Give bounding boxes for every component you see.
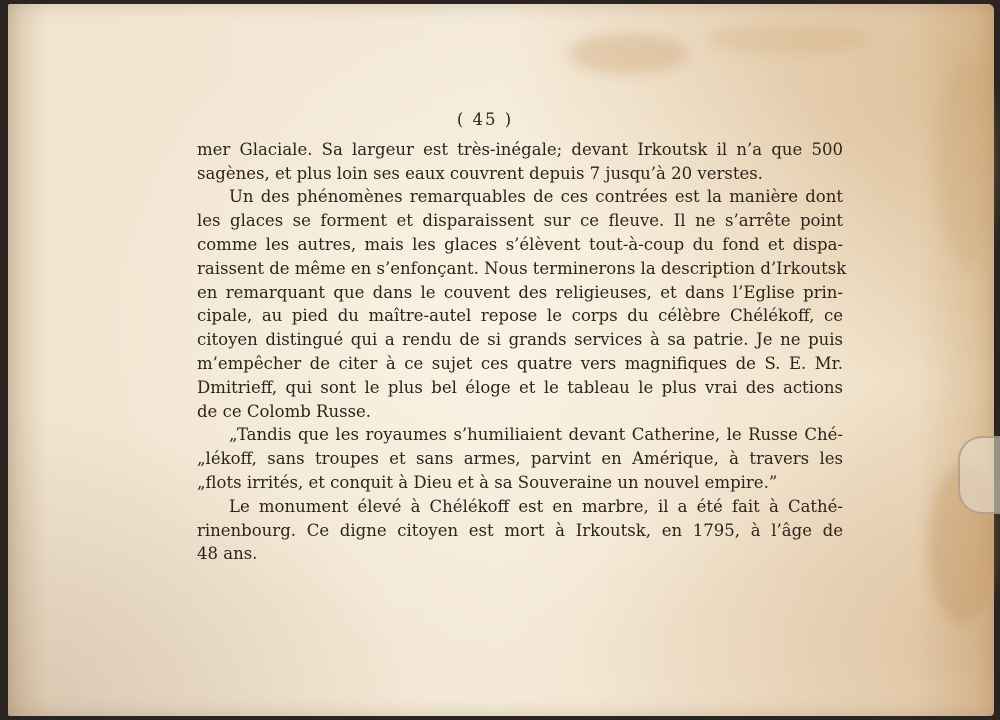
text-line: Un des phénomènes remarquables de ces contrées est la manière dont [229, 187, 843, 207]
book-page [8, 4, 994, 716]
quote-line: „Tandis que les royaumes s’humiliaient devant Catherine, le Russe Ché- [229, 425, 843, 445]
text-line: les glaces se forment et disparaissent sur ce fleuve. Il ne s’arrête point [197, 211, 843, 231]
text-line: de ce Colomb Russe. [197, 401, 372, 421]
text-line: 48 ans. [197, 544, 258, 564]
binding-clip [958, 436, 1000, 514]
water-stain [568, 34, 688, 74]
text-line: citoyen distingué qui a rendu de si grands services à sa patrie. Je ne puis [197, 330, 843, 350]
quote-line: „lékoff, sans troupes et sans armes, parvint en Amérique, à travers les [197, 449, 843, 469]
text-line: Dmitrieff, qui sont le plus bel éloge et le tableau le plus vrai des actions [197, 377, 843, 397]
text-line: m’empêcher de citer à ce sujet ces quatre vers magnifiques de S. E. Mr. [197, 353, 843, 373]
text-line: sagènes, et plus loin ses eaux couvrent depuis 7 jusqu’à 20 verstes. [197, 163, 763, 183]
text-line: raissent de même en s’enfonçant. Nous terminerons la description d’Irkoutsk [197, 258, 847, 278]
edge-stain [938, 64, 998, 264]
text-line: rinenbourg. Ce digne citoyen est mort à Irkoutsk, en 1795, à l’âge de [197, 520, 843, 540]
text-line: cipale, au pied du maître-autel repose le corps du célèbre Chélékoff, ce [197, 306, 843, 326]
page-number: ( 45 ) [456, 110, 514, 129]
page-text [197, 108, 847, 566]
water-stain [708, 24, 868, 54]
text-line: comme les autres, mais les glaces s’élèvent tout-à-coup du fond et dispa- [197, 234, 843, 254]
text-line: mer Glaciale. Sa largeur est très-inégale; devant Irkoutsk il n’a que 500 [197, 139, 843, 159]
text-line: Le monument élevé à Chélékoff est en marbre, il a été fait à Cathé- [229, 496, 843, 516]
quote-line: „flots irrités, et conquit à Dieu et à sa Souveraine un nouvel empire.” [197, 472, 778, 492]
text-line: en remarquant que dans le couvent des religieuses, et dans l’Eglise prin- [197, 282, 843, 302]
